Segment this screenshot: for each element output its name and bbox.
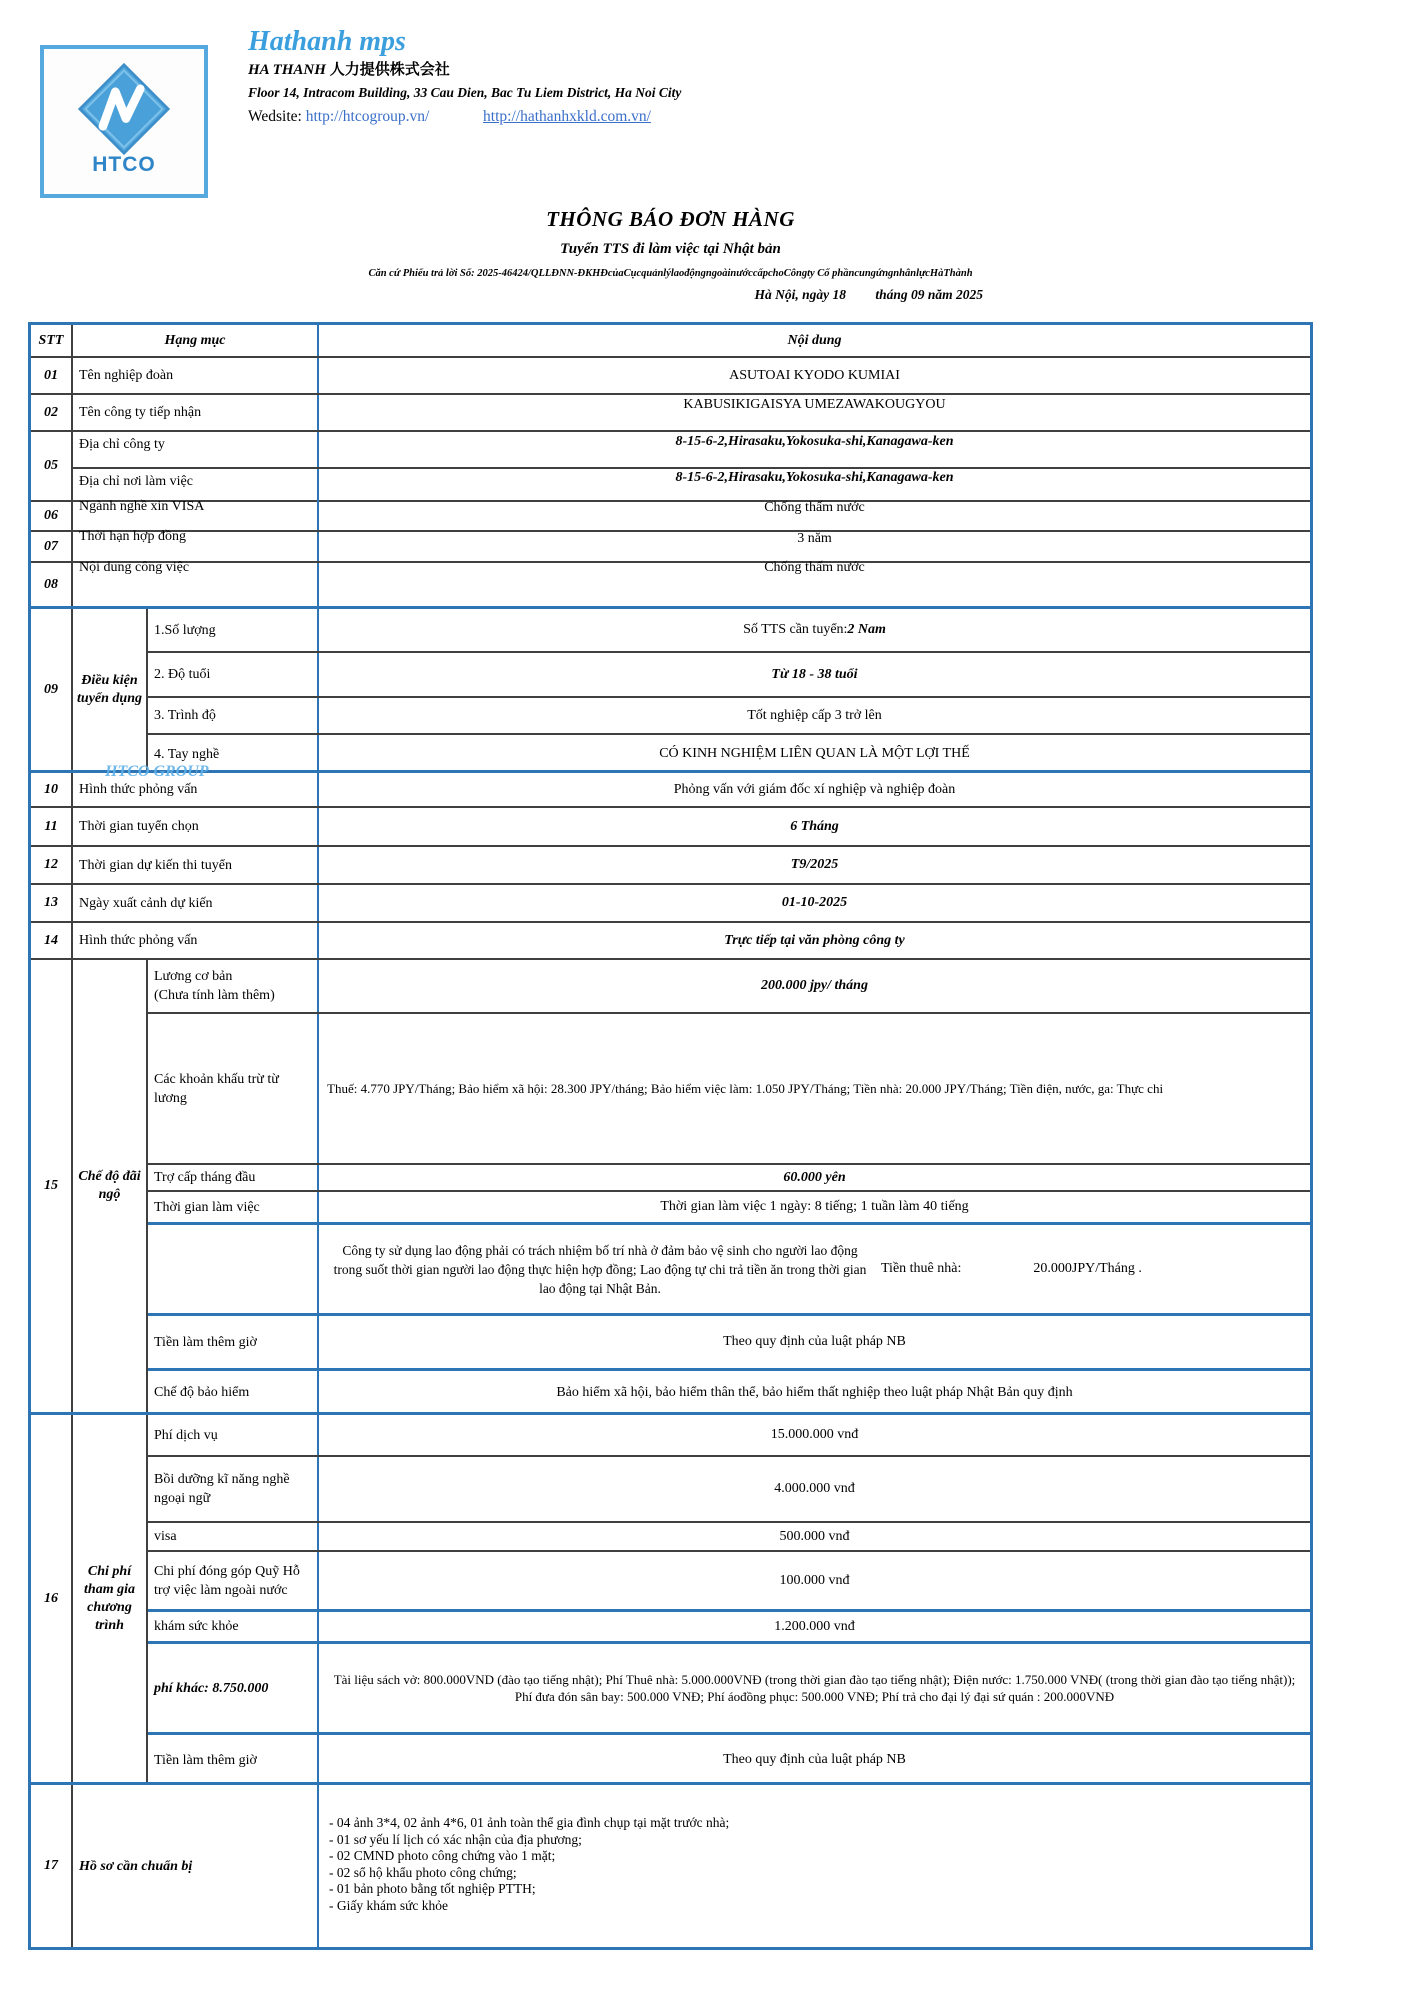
- row-01-stt: 01: [31, 358, 73, 393]
- row-05-stt: 05: [31, 432, 73, 500]
- table-header-row: [31, 325, 1310, 356]
- place-date-line: [28, 287, 1313, 303]
- table-row-08: [31, 561, 1310, 606]
- document-item: - 01 bản photo bằng tốt nghiệp PTTH;: [329, 1881, 536, 1896]
- row-09-sub-2: [148, 696, 1310, 733]
- row-16-group-label: Chi phí tham gia chương trình: [73, 1415, 148, 1782]
- table-row-01: [31, 356, 1310, 393]
- row-15-group-label: Chế độ đãi ngộ: [73, 960, 148, 1412]
- table-row-05: [31, 430, 1310, 500]
- row-01-value: ASUTOAI KYODO KUMIAI: [729, 367, 900, 383]
- row-15-sub-1-value: Thuế: 4.770 JPY/Tháng; Bảo hiểm xã hội: 28.300 JPY/tháng; Bảo hiểm việc làm: 1.050 JPY/Tháng; Tiền nhà: 20.000 JPY/Tháng; Tiền điện, nước, ga: Thực chi: [327, 1081, 1164, 1096]
- company-name-line: [248, 58, 681, 82]
- row-14-stt: 14: [31, 923, 73, 958]
- row-16-sub-4-label: khám sức khỏe: [148, 1612, 319, 1641]
- brand-name: Hathanh mps: [248, 26, 406, 57]
- row-15-stt: 15: [31, 960, 73, 1412]
- row-02-value: KABUSIKIGAISYA UMEZAWAKOUGYOU: [683, 396, 946, 412]
- row-16-sub-1: [148, 1455, 1310, 1521]
- row-15-sub-6-label: Chế độ bảo hiểm: [148, 1371, 319, 1414]
- row-13-label: Ngày xuất cảnh dự kiến: [73, 885, 319, 921]
- table-row-06: [31, 500, 1310, 530]
- row-10-stt: 10: [31, 773, 73, 806]
- document-item: - 02 sổ hộ khẩu photo công chứng;: [329, 1864, 517, 1880]
- header-stt: STT: [31, 325, 73, 356]
- row-10-value: Phỏng vấn với giám đốc xí nghiệp và nghiệp đoàn: [673, 781, 956, 797]
- row-16-sub-5-value: Tài liệu sách vở: 800.000VND (đào tạo tiếng nhật); Phí Thuê nhà: 5.000.000VNĐ (trong thời gian đào tạo tiếng nhật); Điện nước: 1.750.000 VNĐ( (trong thời gian đào tạo tiếng nhật)); Phí đưa đón sân bay: 500.000 VNĐ; Phí áođồng phục: 500.000 VNĐ; Phí trả cho đại lý đại sứ quán : 200.000VNĐ: [333, 1672, 1296, 1704]
- row-12-value: T9/2025: [790, 857, 839, 872]
- row-05-sub-1: [73, 467, 1310, 502]
- letterhead: [248, 26, 681, 130]
- row-05-sub-1-label: Địa chỉ nơi làm việc: [73, 469, 319, 502]
- table-row-13: [31, 883, 1310, 921]
- row-15-sub-4: [148, 1222, 1310, 1313]
- row-15-sub-2-label: Trợ cấp tháng đầu: [148, 1165, 319, 1190]
- logo-text: HTCO: [92, 153, 156, 176]
- row-08-label: Nội dung công việc: [73, 563, 319, 606]
- document-item: - Giấy khám sức khỏe: [329, 1897, 449, 1913]
- row-09-sub-1-value: Từ 18 - 38 tuổi: [771, 666, 858, 682]
- reference-line: Căn cứ Phiếu trả lời Số: 2025-46424/QLLĐNN-ĐKHĐcủaCụcquảnlýlaođộngngoàinướccấpchoCôngty Cổ phầncungứngnhânlựcHàThành: [368, 268, 973, 279]
- website-label: Wedsite:: [248, 108, 302, 125]
- row-02-label: Tên công ty tiếp nhận: [73, 395, 319, 430]
- row-09-sub-3-value: CÓ KINH NGHIỆM LIÊN QUAN LÀ MỘT LỢI THẾ: [659, 746, 970, 761]
- place-date: Hà Nội, ngày 18: [754, 287, 846, 302]
- table-row-17: [31, 1782, 1310, 1947]
- row-12-stt: 12: [31, 847, 73, 883]
- row-15-sub-3-label: Thời gian làm việc: [148, 1192, 319, 1222]
- row-15-sub-0-value: 200.000 jpy/ tháng: [761, 978, 868, 993]
- row-15-sub-1-label: Các khoản khấu trừ từ lương: [148, 1014, 319, 1163]
- row-09-sub-0-value: Số TTS cần tuyển: 2 Nam: [743, 622, 886, 637]
- row-08-stt: 08: [31, 563, 73, 606]
- row-08-value: Chống thấm nước: [764, 560, 865, 575]
- rent-value: 20.000JPY/Tháng .: [1033, 1261, 1142, 1276]
- row-10-label: Hình thức phỏng vấn: [73, 773, 319, 806]
- table-row-14: [31, 921, 1310, 958]
- table-row-10: [31, 770, 1310, 806]
- row-09-sub-0: [148, 609, 1310, 651]
- row-15-sub-4-label: [148, 1225, 319, 1313]
- row-15-sub-4-value: [319, 1225, 1310, 1313]
- row-15-sub-1: [148, 1012, 1310, 1163]
- row-05-sub-0-value: 8-15-6-2,Hirasaku,Yokosuka-shi,Kanagawa-ken: [675, 433, 954, 449]
- row-16-sub-3: [148, 1550, 1310, 1609]
- company-name-en: HA THANH: [248, 62, 326, 78]
- company-address: Floor 14, Intracom Building, 33 Cau Dien, Bac Tu Liem District, Ha Noi City: [248, 85, 682, 100]
- row-16-sub-0-value: 15.000.000 vnđ: [770, 1427, 859, 1442]
- row-15-sub-5-label: Tiền làm thêm giờ: [148, 1316, 319, 1368]
- row-07-value: 3 năm: [797, 530, 832, 546]
- row-15-sub-6-value: Bảo hiểm xã hội, bảo hiểm thân thể, bảo hiểm thất nghiệp theo luật pháp Nhật Bản quy định: [556, 1384, 1073, 1400]
- row-16-sub-6: [148, 1732, 1310, 1785]
- row-16-sub-4-value: 1.200.000 vnđ: [774, 1618, 855, 1634]
- row-16-sub-2: [148, 1521, 1310, 1550]
- row-16-stt: 16: [31, 1415, 73, 1782]
- row-15-sub-0: [148, 960, 1310, 1012]
- table-row-16: [31, 1412, 1310, 1782]
- row-16-sub-3-label: Chi phí đóng góp Quỹ Hỗ trợ việc làm ngoài nước: [148, 1552, 319, 1609]
- row-02-stt: 02: [31, 395, 73, 430]
- row-13-stt: 13: [31, 885, 73, 921]
- row-06-stt: 06: [31, 502, 73, 530]
- row-05-sub-0-label: Địa chỉ công ty: [73, 432, 319, 467]
- row-09-sub-2-label: 3. Trình độ: [148, 698, 319, 733]
- row-11-label: Thời gian tuyển chọn: [73, 808, 319, 845]
- row-05-sub-1-value: 8-15-6-2,Hirasaku,Yokosuka-shi,Kanagawa-ken: [675, 469, 954, 485]
- table-row-12: [31, 845, 1310, 883]
- row-06-value: Chống thấm nước: [764, 500, 865, 515]
- row-15-sub-3: [148, 1190, 1310, 1222]
- row-16-sub-3-value: 100.000 vnđ: [779, 1572, 850, 1588]
- htco-group-watermark: HTCO GROUP: [105, 763, 209, 780]
- row-17-label: Hồ sơ cần chuẩn bị: [73, 1785, 319, 1947]
- row-17-value: [319, 1785, 1310, 1947]
- row-11-stt: 11: [31, 808, 73, 845]
- row-16-sub-0: [148, 1415, 1310, 1455]
- row-15-sub-5-value: Theo quy định của luật pháp NB: [723, 1334, 906, 1349]
- order-table: [28, 322, 1313, 1950]
- table-row-11: [31, 806, 1310, 845]
- website-link-htcogroup[interactable]: http://htcogroup.vn/: [305, 108, 430, 125]
- document-subtitle: Tuyển TTS đi làm việc tại Nhật bản: [560, 241, 781, 257]
- row-07-stt: 07: [31, 532, 73, 561]
- website-link-hathanhxkld[interactable]: http://hathanhxkld.com.vn/: [483, 108, 651, 125]
- row-16-sub-4: [148, 1609, 1310, 1641]
- document-item: - 04 ảnh 3*4, 02 ảnh 4*6, 01 ảnh toàn thể gia đình chụp tại mặt trước nhà;: [329, 1815, 730, 1830]
- row-15-sub-5: [148, 1313, 1310, 1368]
- row-12-label: Thời gian dự kiến thi tuyển: [73, 847, 319, 883]
- row-13-value: 01-10-2025: [781, 895, 848, 910]
- row-09-sub-0-label: 1.Số lượng: [148, 609, 319, 651]
- row-11-value: 6 Tháng: [790, 818, 839, 834]
- row-09-sub-3-label: 4. Tay nghề: [148, 735, 319, 773]
- row-15-sub-6: [148, 1368, 1310, 1414]
- row-16-sub-1-label: Bồi dưỡng kĩ năng nghề ngoại ngữ: [148, 1457, 319, 1521]
- table-row-15: [31, 958, 1310, 1412]
- row-06-label: Ngành nghề xin VISA: [73, 502, 319, 530]
- row-09-sub-3: [148, 733, 1310, 773]
- row-16-sub-5-label: phí khác: 8.750.000: [148, 1644, 319, 1732]
- website-line: [248, 104, 681, 130]
- row-14-value: Trực tiếp tại văn phòng công ty: [724, 932, 905, 948]
- row-09-group-label: Điều kiện tuyển dụng: [73, 609, 148, 770]
- table-row-07: [31, 530, 1310, 561]
- row-15-sub-0-label: Lương cơ bản (Chưa tính làm thêm): [148, 960, 319, 1012]
- row-17-stt: 17: [31, 1785, 73, 1947]
- date-rest: tháng 09 năm 2025: [875, 287, 983, 302]
- housing-note: Công ty sử dụng lao động phải có trách nhiệm bố trí nhà ở đảm bảo vệ sinh cho người lao động trong suốt thời gian người lao động thực hiện hợp đồng; Lao động tự chi trả tiền ăn trong thời gian lao động tại Nhật Bản.: [333, 1242, 867, 1296]
- row-15-sub-2-value: 60.000 yên: [783, 1169, 846, 1185]
- row-07-label: Thời hạn hợp đồng: [73, 532, 319, 561]
- row-16-sub-6-label: Tiền làm thêm giờ: [148, 1735, 319, 1785]
- company-logo: [40, 45, 208, 198]
- row-16-sub-6-value: Theo quy định của luật pháp NB: [723, 1752, 906, 1767]
- row-09-sub-1-label: 2. Độ tuổi: [148, 653, 319, 696]
- row-14-label: Hình thức phỏng vấn: [73, 923, 319, 958]
- row-05-sub-0: [73, 432, 1310, 467]
- row-16-sub-2-value: 500.000 vnđ: [779, 1528, 850, 1544]
- row-09-sub-2-value: Tốt nghiệp cấp 3 trở lên: [747, 707, 882, 723]
- row-16-sub-5: [148, 1641, 1310, 1732]
- header-category: Hạng mục: [73, 325, 319, 356]
- table-row-02: [31, 393, 1310, 430]
- row-09-stt: 09: [31, 609, 73, 770]
- row-16-sub-0-label: Phí dịch vụ: [148, 1415, 319, 1455]
- document-title: THÔNG BÁO ĐƠN HÀNG: [546, 207, 795, 231]
- row-15-sub-3-value: Thời gian làm việc 1 ngày: 8 tiếng; 1 tuần làm 40 tiếng: [660, 1199, 969, 1214]
- document-item: - 02 CMND photo công chứng vào 1 mặt;: [329, 1848, 556, 1863]
- row-16-sub-1-value: 4.000.000 vnđ: [774, 1481, 855, 1496]
- table-row-09: [31, 606, 1310, 770]
- row-01-label: Tên nghiệp đoàn: [73, 358, 319, 393]
- header-content: Nội dung: [787, 332, 842, 348]
- row-09-sub-1: [148, 651, 1310, 696]
- row-15-sub-2: [148, 1163, 1310, 1190]
- htco-diamond-icon: [76, 63, 172, 155]
- rent-label: Tiền thuê nhà:: [881, 1261, 962, 1276]
- row-16-sub-2-label: visa: [148, 1523, 319, 1550]
- company-name-jp: 人力提供株式会社: [329, 62, 450, 78]
- document-item: - 01 sơ yếu lí lịch có xác nhận của địa phương;: [329, 1831, 582, 1847]
